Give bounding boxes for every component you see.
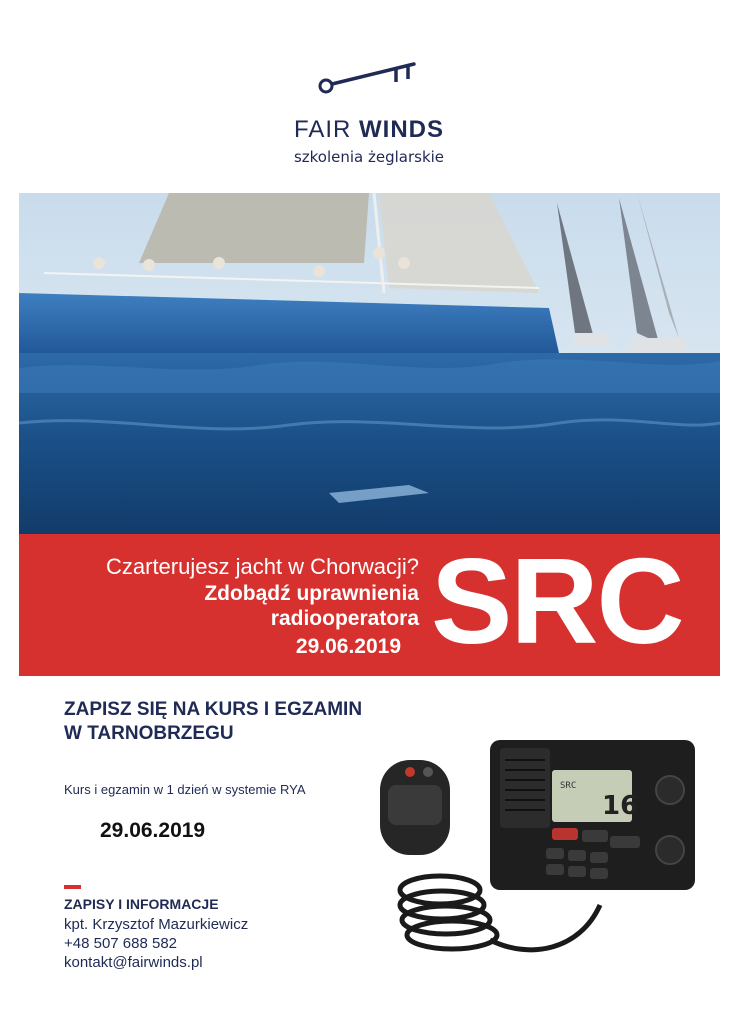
contact-email[interactable]: kontakt@fairwinds.pl xyxy=(64,954,203,971)
course-date: 29.06.2019 xyxy=(100,819,206,842)
brand-name-light: FAIR xyxy=(293,116,352,143)
brand-name-bold: WINDS xyxy=(359,116,444,143)
fair-winds-logo-icon xyxy=(316,56,418,96)
banner-line-2: radiooperatora xyxy=(270,607,419,630)
src-banner xyxy=(19,534,720,676)
banner-line-1: Zdobądź uprawnienia xyxy=(204,582,419,605)
hero-sailing-image xyxy=(19,193,720,534)
contact-heading: ZAPISY I INFORMACJE xyxy=(64,896,219,912)
contact-name: kpt. Krzysztof Mazurkiewicz xyxy=(64,916,249,933)
radio-display-small: SRC xyxy=(560,781,577,791)
radio-channel: 16 xyxy=(602,791,639,821)
accent-divider xyxy=(64,885,81,889)
signup-heading-line-1: ZAPISZ SIĘ NA KURS I EGZAMIN xyxy=(64,699,363,720)
signup-heading-line-2: W TARNOBRZEGU xyxy=(64,723,234,744)
banner-src-title: SRC xyxy=(431,533,683,669)
brand-tagline: szkolenia żeglarskie xyxy=(293,148,445,166)
course-info: Kurs i egzamin w 1 dzień w systemie RYA xyxy=(64,782,306,797)
banner-date: 29.06.2019 xyxy=(295,635,401,658)
signup-heading xyxy=(64,698,362,746)
banner-question: Czarterujesz jacht w Chorwacji? xyxy=(106,554,419,579)
brand-name xyxy=(0,116,738,144)
contact-phone[interactable]: +48 507 688 582 xyxy=(64,935,178,952)
vhf-radio-icon xyxy=(370,730,700,980)
